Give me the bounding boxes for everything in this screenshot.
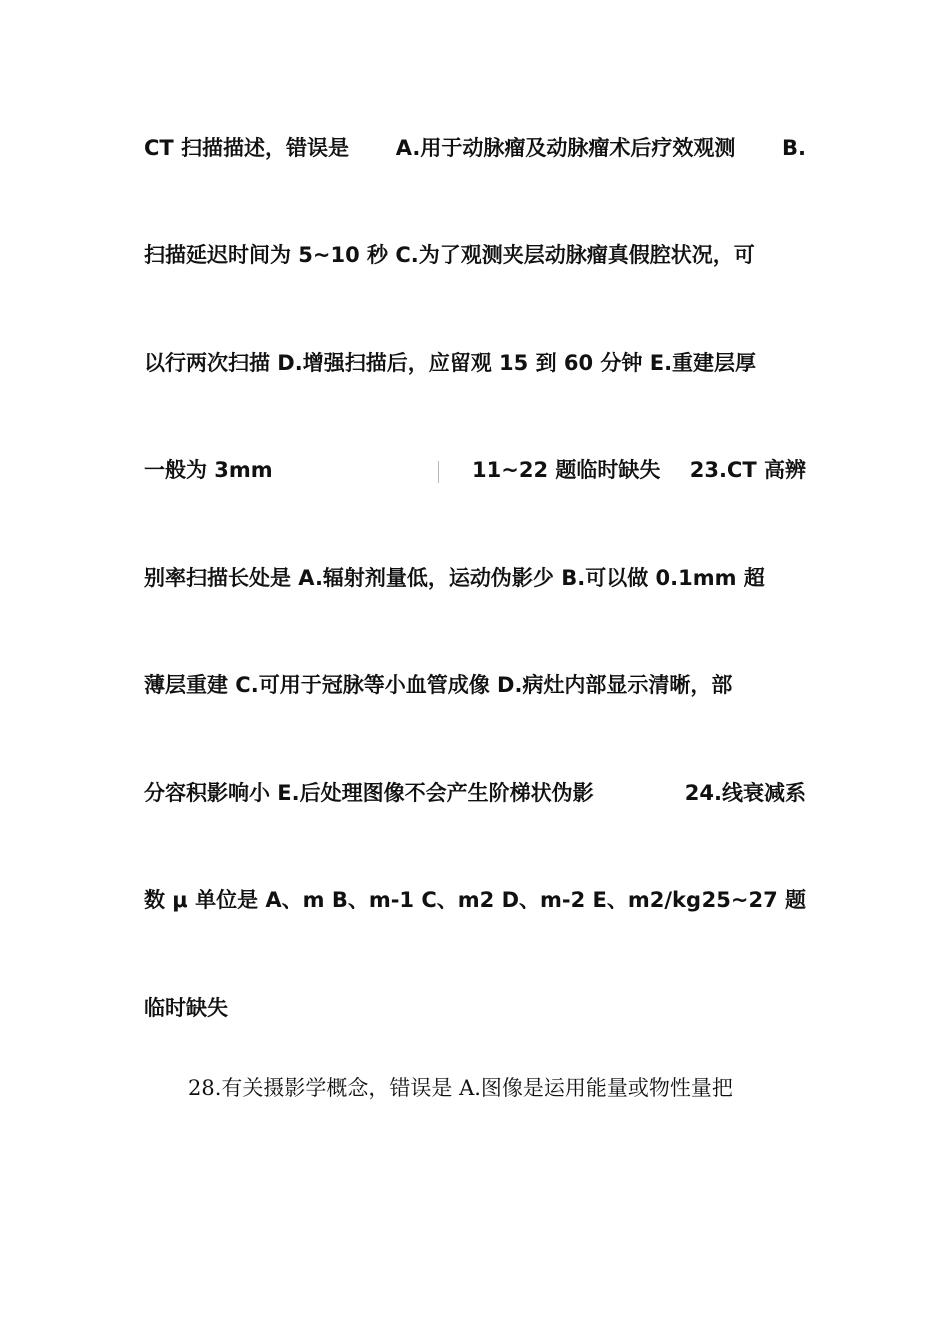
- text-line-4: [144, 453, 806, 487]
- text-segment: A.用于动脉瘤及动脉瘤术后疗效观测: [395, 136, 736, 160]
- text-segment: 薄层重建 C.可用于冠脉等小血管成像 D.病灶内部显示清晰，部: [144, 673, 733, 697]
- text-segment: CT 扫描描述，错误是: [144, 136, 350, 160]
- text-line-1: [144, 131, 806, 165]
- text-segment: 扫描延迟时间为 5~10 秒 C.为了观测夹层动脉瘤真假腔状况，可: [144, 243, 755, 267]
- text-segment: 临时缺失: [144, 996, 228, 1020]
- text-line-6: [144, 668, 806, 702]
- text-line-10: [188, 1071, 806, 1105]
- text-segment: 分容积影响小 E.后处理图像不会产生阶梯状伪影: [144, 781, 594, 805]
- text-segment: 数 μ 单位是 A、m B、m-1 C、m2 D、m-2 E、m2/kg: [144, 888, 702, 912]
- text-segment: 28.有关摄影学概念，错误是 A.图像是运用能量或物性量把: [188, 1076, 733, 1100]
- text-line-5: [144, 561, 806, 595]
- text-segment: 别率扫描长处是 A.辐射剂量低，运动伪影少 B.可以做 0.1mm 超: [144, 566, 765, 590]
- text-segment: 25~27 题: [701, 888, 806, 912]
- text-line-7: [144, 776, 806, 810]
- text-line-9: [144, 991, 806, 1025]
- text-line-8: [144, 883, 806, 917]
- text-segment: 一般为 3mm: [144, 458, 273, 482]
- text-segment: 24.线衰减系: [684, 781, 806, 805]
- text-segment: 23.CT 高辨: [689, 458, 806, 482]
- text-segment: B.: [782, 136, 806, 160]
- text-segment: 11~22 题临时缺失: [472, 458, 661, 482]
- text-line-2: [144, 238, 806, 272]
- text-segment: 以行两次扫描 D.增强扫描后，应留观 15 到 60 分钟 E.重建层厚: [144, 351, 757, 375]
- text-line-3: [144, 346, 806, 380]
- text-cursor-mark: [438, 461, 439, 483]
